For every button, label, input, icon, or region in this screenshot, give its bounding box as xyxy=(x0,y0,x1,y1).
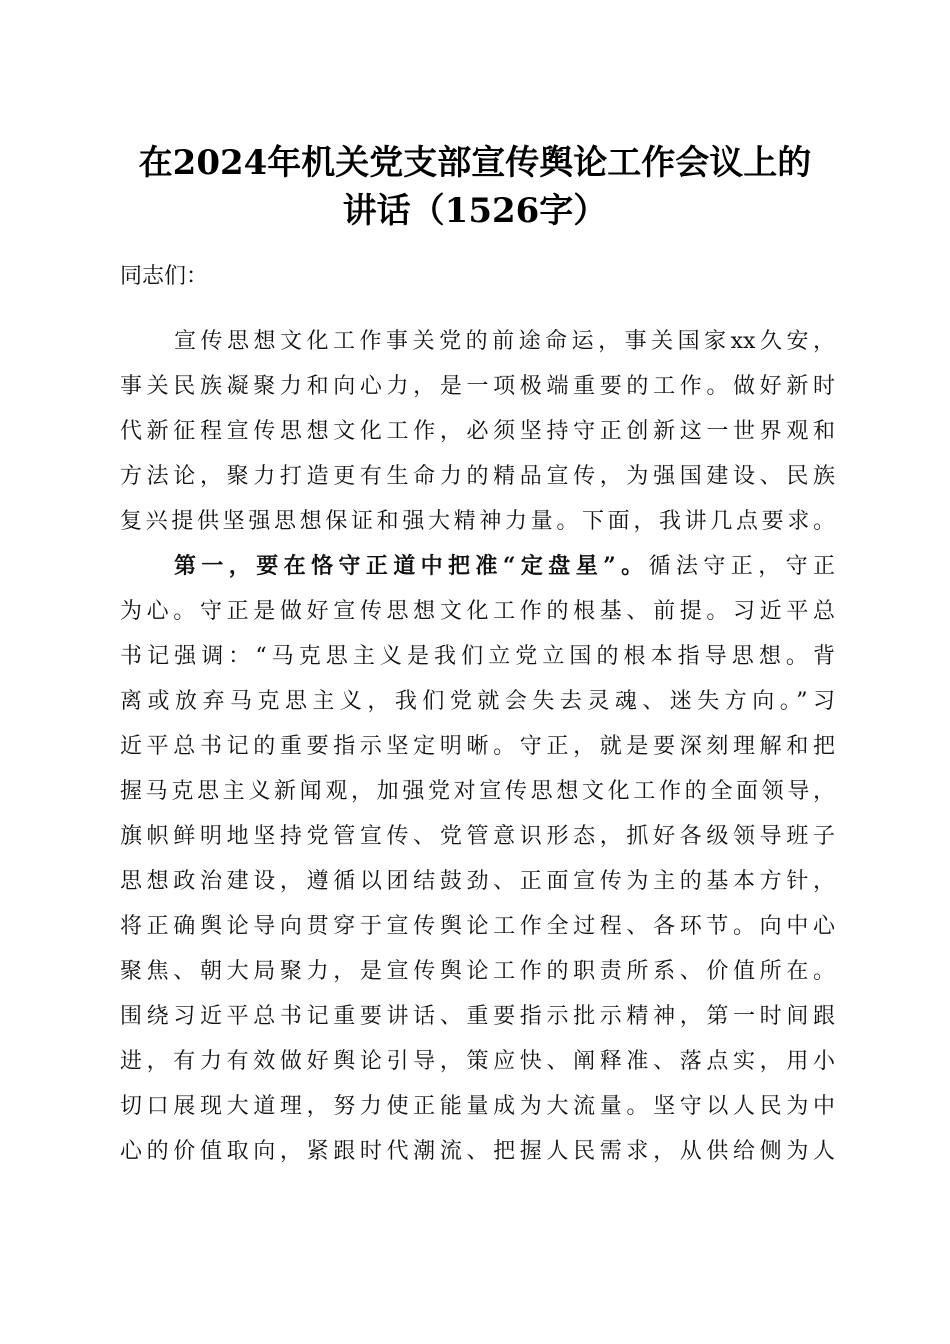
text-line: 宣传思想文化工作事关党的前途命运，事关国家xx久安， xyxy=(174,329,835,354)
text-line: 握马克思主义新闻观，加强党对宣传思想文化工作的全面领导， xyxy=(120,779,835,804)
salutation: 同志们： xyxy=(120,264,209,289)
text-line: 将正确舆论导向贯穿于宣传舆论工作全过程、各环节。向中心 xyxy=(120,914,835,939)
document-title-line-2: 讲话（1526字） xyxy=(342,191,608,231)
text-line: 围绕习近平总书记重要讲话、重要指示批示精神，第一时间跟 xyxy=(120,1004,835,1029)
text-line: 为心。守正是做好宣传思想文化工作的根基、前提。习近平总 xyxy=(120,599,835,624)
point-heading: 第一，要在恪守正道中把准“定盘星”。 xyxy=(174,553,649,579)
text-line: 进，有力有效做好舆论引导，策应快、阐释准、落点实，用小 xyxy=(120,1049,835,1074)
text-line: 思想政治建设，遵循以团结鼓劲、正面宣传为主的基本方针， xyxy=(120,869,835,894)
text-line: 切口展现大道理，努力使正能量成为大流量。坚守以人民为中 xyxy=(120,1094,835,1119)
text-line: 离或放弃马克思主义，我们党就会失去灵魂、迷失方向。”习 xyxy=(120,689,835,714)
text-line: 事关民族凝聚力和向心力，是一项极端重要的工作。做好新时 xyxy=(120,374,835,399)
text-line-with-heading xyxy=(120,544,835,589)
text-line: 方法论，聚力打造更有生命力的精品宣传，为强国建设、民族 xyxy=(120,464,835,489)
text-line: 复兴提供坚强思想保证和强大精神力量。下面，我讲几点要求。 xyxy=(120,509,835,534)
paragraph-intro xyxy=(120,319,835,544)
text-line: 聚焦、朝大局聚力，是宣传舆论工作的职责所系、价值所在。 xyxy=(120,959,835,984)
text-line: 书记强调：“马克思主义是我们立党立国的根本指导思想。背 xyxy=(120,644,835,669)
text-line: 代新征程宣传思想文化工作，必须坚持守正创新这一世界观和 xyxy=(120,419,835,444)
paragraph-first-point xyxy=(120,544,835,1174)
document-title-line-1: 在2024年机关党支部宣传舆论工作会议上的 xyxy=(138,143,812,183)
text-line: 旗帜鲜明地坚持党管宣传、党管意识形态，抓好各级领导班子 xyxy=(120,824,835,849)
point-text-start: 循法守正，守正 xyxy=(648,554,835,579)
text-line: 心的价值取向，紧跟时代潮流、把握人民需求，从供给侧为人 xyxy=(120,1139,835,1164)
text-line: 近平总书记的重要指示坚定明晰。守正，就是要深刻理解和把 xyxy=(120,734,835,759)
